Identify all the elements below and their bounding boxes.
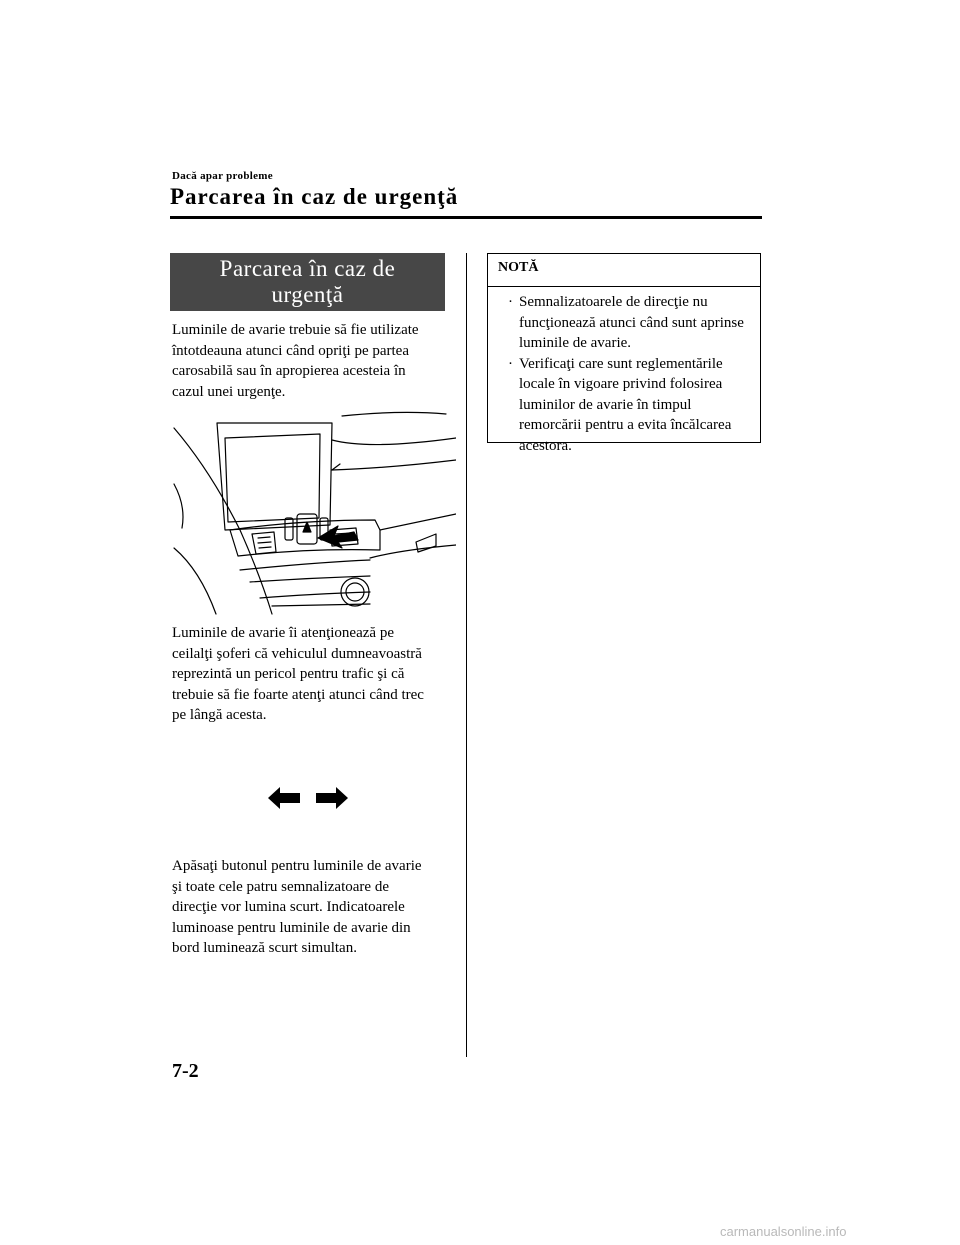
heading-rule bbox=[170, 216, 762, 219]
note-line: luminile de avarie. bbox=[519, 335, 632, 351]
note-line: luminilor de avarie în timpul bbox=[519, 396, 692, 413]
dashboard-illustration bbox=[170, 410, 456, 615]
text-line: direcţie vor lumina scurt. Indicatoarele bbox=[172, 899, 405, 915]
column-divider bbox=[466, 253, 467, 1057]
note-line: remorcării pentru a evita încălcarea bbox=[519, 417, 732, 433]
page-number: 7-2 bbox=[172, 1060, 199, 1082]
text-line: Apăsaţi butonul pentru luminile de avarie bbox=[172, 858, 422, 874]
text-line: pe lângă acesta. bbox=[172, 707, 267, 723]
watermark: carmanualsonline.info bbox=[720, 1224, 847, 1239]
text-line: luminoase pentru luminile de avarie din bbox=[172, 919, 411, 936]
text-line: Luminile de avarie trebuie să fie utilizate bbox=[172, 322, 419, 338]
text-line: trebuie să fie foarte atenţi atunci când trec bbox=[172, 686, 424, 703]
warning-paragraph bbox=[172, 623, 444, 726]
note-box bbox=[487, 253, 761, 454]
text-line: întotdeauna atunci când opriţi pe partea bbox=[172, 342, 409, 359]
note-line: locale în vigoare privind folosirea bbox=[519, 376, 723, 392]
note-line: Verificaţi care sunt reglementările bbox=[519, 355, 723, 372]
note-divider bbox=[488, 286, 760, 287]
section-title-line-2: urgenţă bbox=[271, 282, 344, 307]
bullet-icon: · bbox=[508, 355, 513, 372]
note-line: Semnalizatoarele de direcţie nu bbox=[519, 294, 708, 310]
text-line: bord luminează scurt simultan. bbox=[172, 940, 357, 956]
section-title-box bbox=[170, 253, 445, 311]
note-line: funcţionează atunci când sunt aprinse bbox=[519, 314, 744, 331]
note-list bbox=[508, 292, 756, 456]
section-title-line-1: Parcarea în caz de bbox=[219, 256, 396, 281]
text-line: şi toate cele patru semnalizatoare de bbox=[172, 878, 389, 895]
section-label: Dacă apar probleme bbox=[172, 170, 273, 182]
note-line: acestora. bbox=[519, 437, 572, 454]
intro-paragraph bbox=[172, 320, 444, 402]
instruction-paragraph bbox=[172, 856, 444, 959]
text-line: reprezintă un pericol pentru trafic şi că bbox=[172, 666, 405, 682]
note-item bbox=[508, 354, 756, 457]
page-title: Parcarea în caz de urgenţă bbox=[170, 184, 459, 209]
text-line: ceilalţi şoferi că vehiculul dumneavoastră bbox=[172, 645, 422, 662]
text-line: carosabilă sau în apropierea acesteia în bbox=[172, 363, 406, 379]
text-line: cazul unei urgenţe. bbox=[172, 383, 286, 400]
text-line: Luminile de avarie îi atenţionează pe bbox=[172, 625, 394, 641]
hazard-indicator-arrows-icon bbox=[268, 786, 348, 810]
note-title: NOTĂ bbox=[498, 260, 539, 275]
note-item bbox=[508, 292, 756, 354]
bullet-icon: · bbox=[508, 294, 513, 310]
